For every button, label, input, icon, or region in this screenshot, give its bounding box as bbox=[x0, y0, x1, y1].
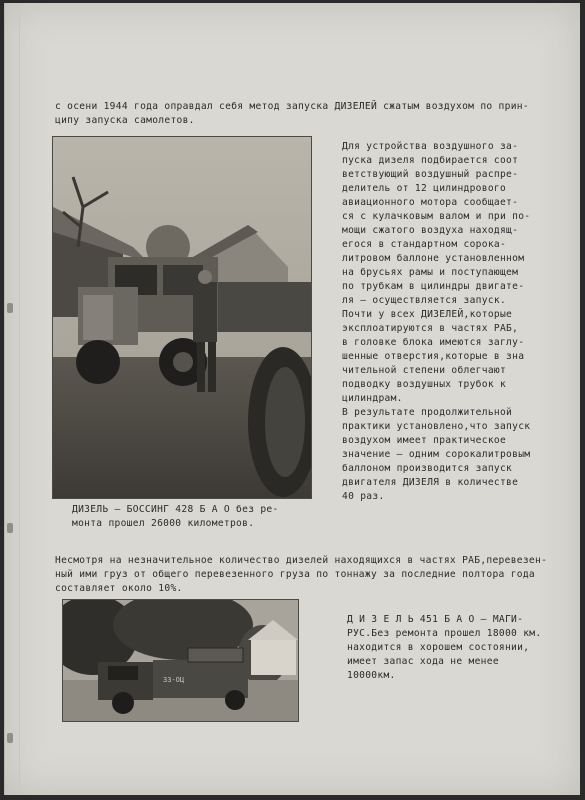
text-line: В результате продолжительной bbox=[342, 407, 513, 418]
text-line: ся с кулачковым валом и при по- bbox=[342, 211, 531, 222]
binding-hole bbox=[7, 303, 13, 313]
text-line: составляет около 10%. bbox=[55, 583, 183, 594]
text-line: чительной степени облегчают bbox=[342, 365, 507, 376]
text-line: двигателя ДИЗЕЛЯ в количестве bbox=[342, 477, 519, 488]
text-line: в головке блока имеются заглу- bbox=[342, 337, 525, 348]
text-line: ДИЗЕЛЬ – БОССИНГ 428 Б А О без ре- bbox=[72, 504, 279, 515]
text-line: Д И З Е Л Ь 451 Б А О – МАГИ- bbox=[347, 614, 524, 625]
document-page bbox=[4, 3, 580, 795]
text-line: подводку воздушных трубок к bbox=[342, 379, 507, 390]
binding-hole bbox=[7, 523, 13, 533]
text-line: РУС.Без ремонта прошел 18000 км. bbox=[347, 628, 542, 639]
truck-photo-magirus bbox=[62, 599, 299, 722]
text-line: Почти у всех ДИЗЕЛЕЙ,которые bbox=[342, 309, 513, 320]
text-line: практики установлено,что запуск bbox=[342, 421, 531, 432]
text-line: мощи сжатого воздуха находящ- bbox=[342, 225, 519, 236]
text-line: имеет запас хода не менее bbox=[347, 656, 499, 667]
text-line: ветствующий воздушный распре- bbox=[342, 169, 519, 180]
text-line: находится в хорошем состоянии, bbox=[347, 642, 530, 653]
text-line: значение – одним сорокалитровым bbox=[342, 449, 531, 460]
text-line: ный ими груз от общего перевезенного груза по тоннажу за последние полтора года bbox=[55, 569, 535, 580]
text-line: делитель от 12 цилиндрового bbox=[342, 183, 507, 194]
text-line: ля – осуществляется запуск. bbox=[342, 295, 507, 306]
text-line: авиационного мотора сообщает- bbox=[342, 197, 519, 208]
truck-photo-bussing bbox=[52, 136, 312, 499]
text-line: егося в стандартном сорока- bbox=[342, 239, 507, 250]
text-line: с осени 1944 года оправдал себя метод запуска ДИЗЕЛЕЙ сжатым воздухом по прин- bbox=[55, 101, 529, 112]
text-line: цилиндрам. bbox=[342, 393, 403, 404]
text-line: пуска дизеля подбирается соот bbox=[342, 155, 519, 166]
text-line: баллоном производится запуск bbox=[342, 463, 513, 474]
text-line: эксплоатируются в частях РАБ, bbox=[342, 323, 519, 334]
text-line: 10000км. bbox=[347, 670, 396, 681]
text-line: на брусьях рамы и поступающем bbox=[342, 267, 519, 278]
text-line: 40 раз. bbox=[342, 491, 385, 502]
text-line: литровом баллоне установленном bbox=[342, 253, 525, 264]
text-line: Для устройства воздушного за- bbox=[342, 141, 519, 152]
text-line: воздухом имеет практическое bbox=[342, 435, 507, 446]
text-line: Несмотря на незначительное количество дизелей находящихся в частях РАБ,перевезен- bbox=[55, 555, 548, 566]
binding-hole bbox=[7, 733, 13, 743]
margin-line bbox=[19, 3, 20, 795]
text-line: ципу запуска самолетов. bbox=[55, 115, 195, 126]
svg-text:33-ОЦ: 33-ОЦ bbox=[163, 676, 185, 684]
text-line: шенные отверстия,которые в зна bbox=[342, 351, 525, 362]
text-line: по трубкам в цилиндры двигате- bbox=[342, 281, 525, 292]
text-line: монта прошел 26000 километров. bbox=[72, 518, 255, 529]
